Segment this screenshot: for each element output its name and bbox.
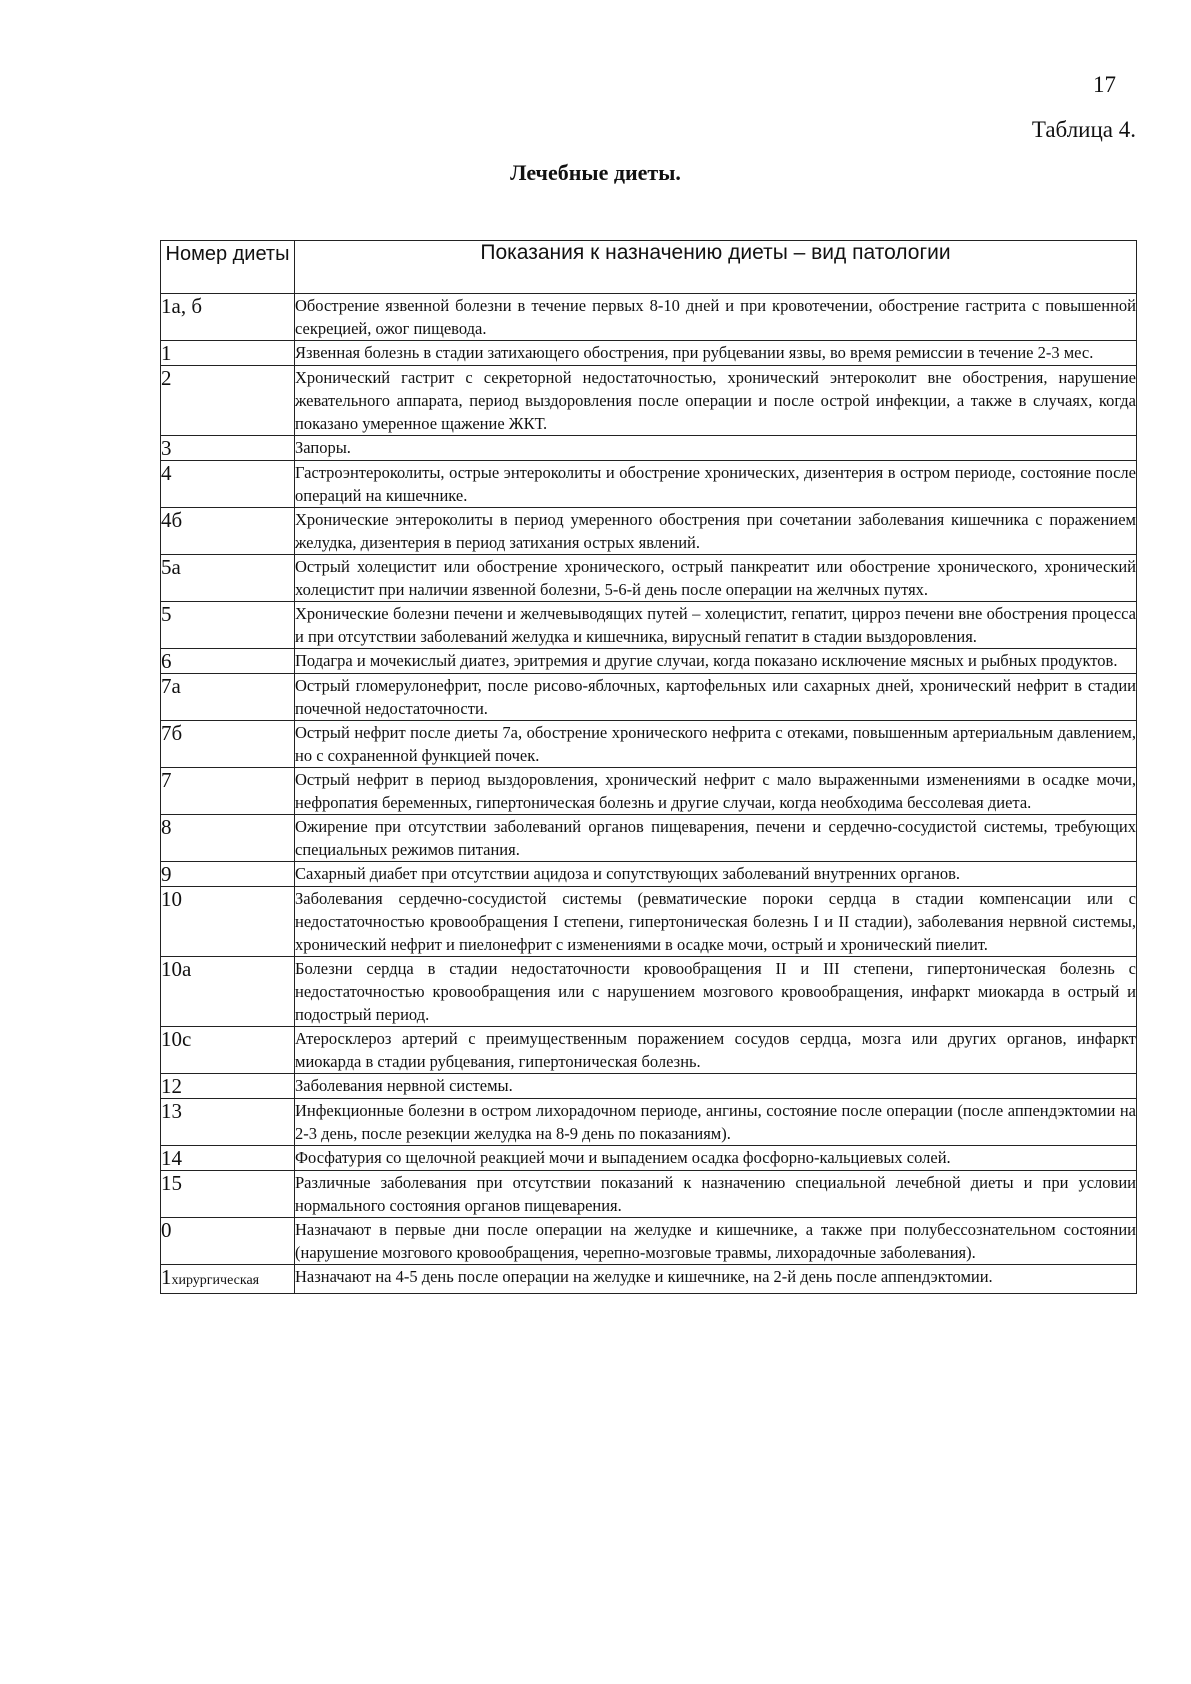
diet-indications: Обострение язвенной болезни в течение первых 8-10 дней и при кровотечении, обострение гастрита с повышенной секрецией, ожог пищевода. [295, 294, 1137, 341]
diet-number-cell [161, 461, 295, 508]
table-row [161, 815, 1137, 862]
diet-indications: Назначают на 4-5 день после операции на желудке и кишечнике, на 2-й день после аппендэктомии. [295, 1265, 1137, 1294]
diet-number-cell [161, 815, 295, 862]
table-row [161, 1099, 1137, 1146]
table-row [161, 602, 1137, 649]
diet-indications: Ожирение при отсутствии заболеваний органов пищеварения, печени и сердечно-сосудистой системы, требующих специальных режимов питания. [295, 815, 1137, 862]
diet-number: 7а [161, 674, 181, 698]
diet-number-cell [161, 721, 295, 768]
diet-number-cell [161, 508, 295, 555]
table-body [161, 294, 1137, 1294]
table-row [161, 862, 1137, 887]
table-row [161, 294, 1137, 341]
diet-indications: Различные заболевания при отсутствии показаний к назначению специальной лечебной диеты и при условии нормального состояния органов пищеварения. [295, 1171, 1137, 1218]
diet-number: 7 [161, 768, 172, 792]
diet-number-cell [161, 862, 295, 887]
diet-indications: Инфекционные болезни в остром лихорадочном периоде, ангины, состояние после операции (после аппендэктомии на 2-3 день, после резекции желудка на 8-9 день по показаниям). [295, 1099, 1137, 1146]
diet-indications: Острый холецистит или обострение хронического, острый панкреатит или обострение хронического, хронический холецистит при наличии язвенной болезни, 5-6-й день после операции на желчных путях. [295, 555, 1137, 602]
diet-number-cell [161, 602, 295, 649]
diet-number-cell [161, 436, 295, 461]
diet-indications: Гастроэнтероколиты, острые энтероколиты и обострение хронических, дизентерия в остром периоде, состояние после операций на кишечнике. [295, 461, 1137, 508]
table-row [161, 508, 1137, 555]
page-title: Лечебные диеты. [510, 160, 681, 185]
table-row [161, 1218, 1137, 1265]
diet-indications: Хронический гастрит с секреторной недостаточностью, хронический энтероколит вне обострения, нарушение жевательного аппарата, период выздоровления после операции и после острой инфекции, а также в случаях, когда показано умеренное щажение ЖКТ. [295, 366, 1137, 436]
diet-number-cell [161, 957, 295, 1027]
table-row [161, 1171, 1137, 1218]
diet-number: 1а, б [161, 294, 203, 318]
diet-indications: Запоры. [295, 436, 1137, 461]
diet-number: 7б [161, 721, 183, 745]
diets-table [160, 240, 1137, 1294]
diet-number-cell [161, 768, 295, 815]
diet-number: 4б [161, 508, 183, 532]
table-row [161, 649, 1137, 674]
table-row [161, 957, 1137, 1027]
diet-number-cell [161, 1265, 295, 1294]
diet-number-cell [161, 649, 295, 674]
diet-number: 8 [161, 815, 172, 839]
diet-indications: Болезни сердца в стадии недостаточности кровообращения II и III степени, гипертоническая болезнь с недостаточностью кровообращения или с нарушением мозгового кровообращения, инфаркт миокарда в острый и подострый период. [295, 957, 1137, 1027]
diet-number: 10 [161, 887, 182, 911]
diet-number: 14 [161, 1146, 182, 1170]
table-row [161, 768, 1137, 815]
diet-number-cell [161, 887, 295, 957]
diet-number-cell [161, 1074, 295, 1099]
diet-indications: Язвенная болезнь в стадии затихающего обострения, при рубцевании язвы, во время ремиссии в течение 2-3 мес. [295, 341, 1137, 366]
diet-number-cell [161, 366, 295, 436]
header-diet-number: Номер диеты [161, 241, 295, 294]
diet-indications: Хронические болезни печени и желчевыводящих путей – холецистит, гепатит, цирроз печени вне обострения процесса и при отсутствии заболеваний желудка и кишечника, вирусный гепатит в стадии выздоровления. [295, 602, 1137, 649]
diet-number: 13 [161, 1099, 182, 1123]
diet-number: 0 [161, 1218, 172, 1242]
diet-number: 9 [161, 862, 172, 886]
diet-number-suffix: хирургическая [171, 1273, 260, 1288]
diet-number-cell [161, 1027, 295, 1074]
table-row [161, 1146, 1137, 1171]
table-row [161, 461, 1137, 508]
diet-number: 3 [161, 436, 172, 460]
page-number: 17 [1093, 72, 1116, 97]
diet-indications: Заболевания нервной системы. [295, 1074, 1137, 1099]
diet-indications: Хронические энтероколиты в период умеренного обострения при сочетании заболевания кишечника с поражением желудка, дизентерия в период затихания острых явлений. [295, 508, 1137, 555]
table-row [161, 436, 1137, 461]
diet-number-cell [161, 294, 295, 341]
diet-number: 2 [161, 366, 172, 390]
table-row [161, 1074, 1137, 1099]
diet-number: 5а [161, 555, 181, 579]
header-indications: Показания к назначению диеты – вид патологии [295, 241, 1137, 294]
diet-number: 1 [161, 1265, 172, 1289]
diet-number: 1 [161, 341, 172, 365]
diet-number-cell [161, 674, 295, 721]
diet-indications: Фосфатурия со щелочной реакцией мочи и выпадением осадка фосфорно-кальциевых солей. [295, 1146, 1137, 1171]
diet-number: 15 [161, 1171, 182, 1195]
diet-number-cell [161, 555, 295, 602]
table-row [161, 887, 1137, 957]
table-header-row [161, 241, 1137, 294]
diet-number: 6 [161, 649, 172, 673]
diet-indications: Заболевания сердечно-сосудистой системы (ревматические пороки сердца в стадии компенсации или с недостаточностью кровообращения I степени, гипертоническая болезнь I и II стадии), заболевания нервной системы, хронический нефрит и пиелонефрит с изменениями в осадке мочи, острый и хронический пиелит. [295, 887, 1137, 957]
diet-indications: Атеросклероз артерий с преимущественным поражением сосудов сердца, мозга или других органов, инфаркт миокарда в стадии рубцевания, гипертоническая болезнь. [295, 1027, 1137, 1074]
diet-indications: Острый гломерулонефрит, после рисово-яблочных, картофельных или сахарных дней, хронический нефрит в стадии почечной недостаточности. [295, 674, 1137, 721]
table-caption: Таблица 4. [1031, 117, 1136, 142]
diet-number-cell [161, 1171, 295, 1218]
diet-number-cell [161, 341, 295, 366]
diet-number: 10а [161, 957, 192, 981]
diet-indications: Острый нефрит после диеты 7а, обострение хронического нефрита с отеками, повышенным артериальным давлением, но с сохраненной функцией почек. [295, 721, 1137, 768]
diet-number-cell [161, 1146, 295, 1171]
table-row [161, 1027, 1137, 1074]
diet-indications: Сахарный диабет при отсутствии ацидоза и сопутствующих заболеваний внутренних органов. [295, 862, 1137, 887]
diet-number: 12 [161, 1074, 182, 1098]
diet-number: 4 [161, 461, 172, 485]
diet-indications: Назначают в первые дни после операции на желудке и кишечнике, а также при полубессознательном состоянии (нарушение мозгового кровообращения, черепно-мозговые травмы, лихорадочные заболевания). [295, 1218, 1137, 1265]
table-row [161, 341, 1137, 366]
diet-number: 5 [161, 602, 172, 626]
diet-indications: Острый нефрит в период выздоровления, хронический нефрит с мало выраженными изменениями в осадке мочи, нефропатия беременных, гипертоническая болезнь и другие случаи, когда необходима бессолевая диета. [295, 768, 1137, 815]
diet-number: 10с [161, 1027, 192, 1051]
table-row [161, 721, 1137, 768]
diet-indications: Подагра и мочекислый диатез, эритремия и другие случаи, когда показано исключение мясных и рыбных продуктов. [295, 649, 1137, 674]
diet-number-cell [161, 1099, 295, 1146]
table-row [161, 1265, 1137, 1294]
diet-number-cell [161, 1218, 295, 1265]
table-row [161, 555, 1137, 602]
table-row [161, 366, 1137, 436]
table-row [161, 674, 1137, 721]
